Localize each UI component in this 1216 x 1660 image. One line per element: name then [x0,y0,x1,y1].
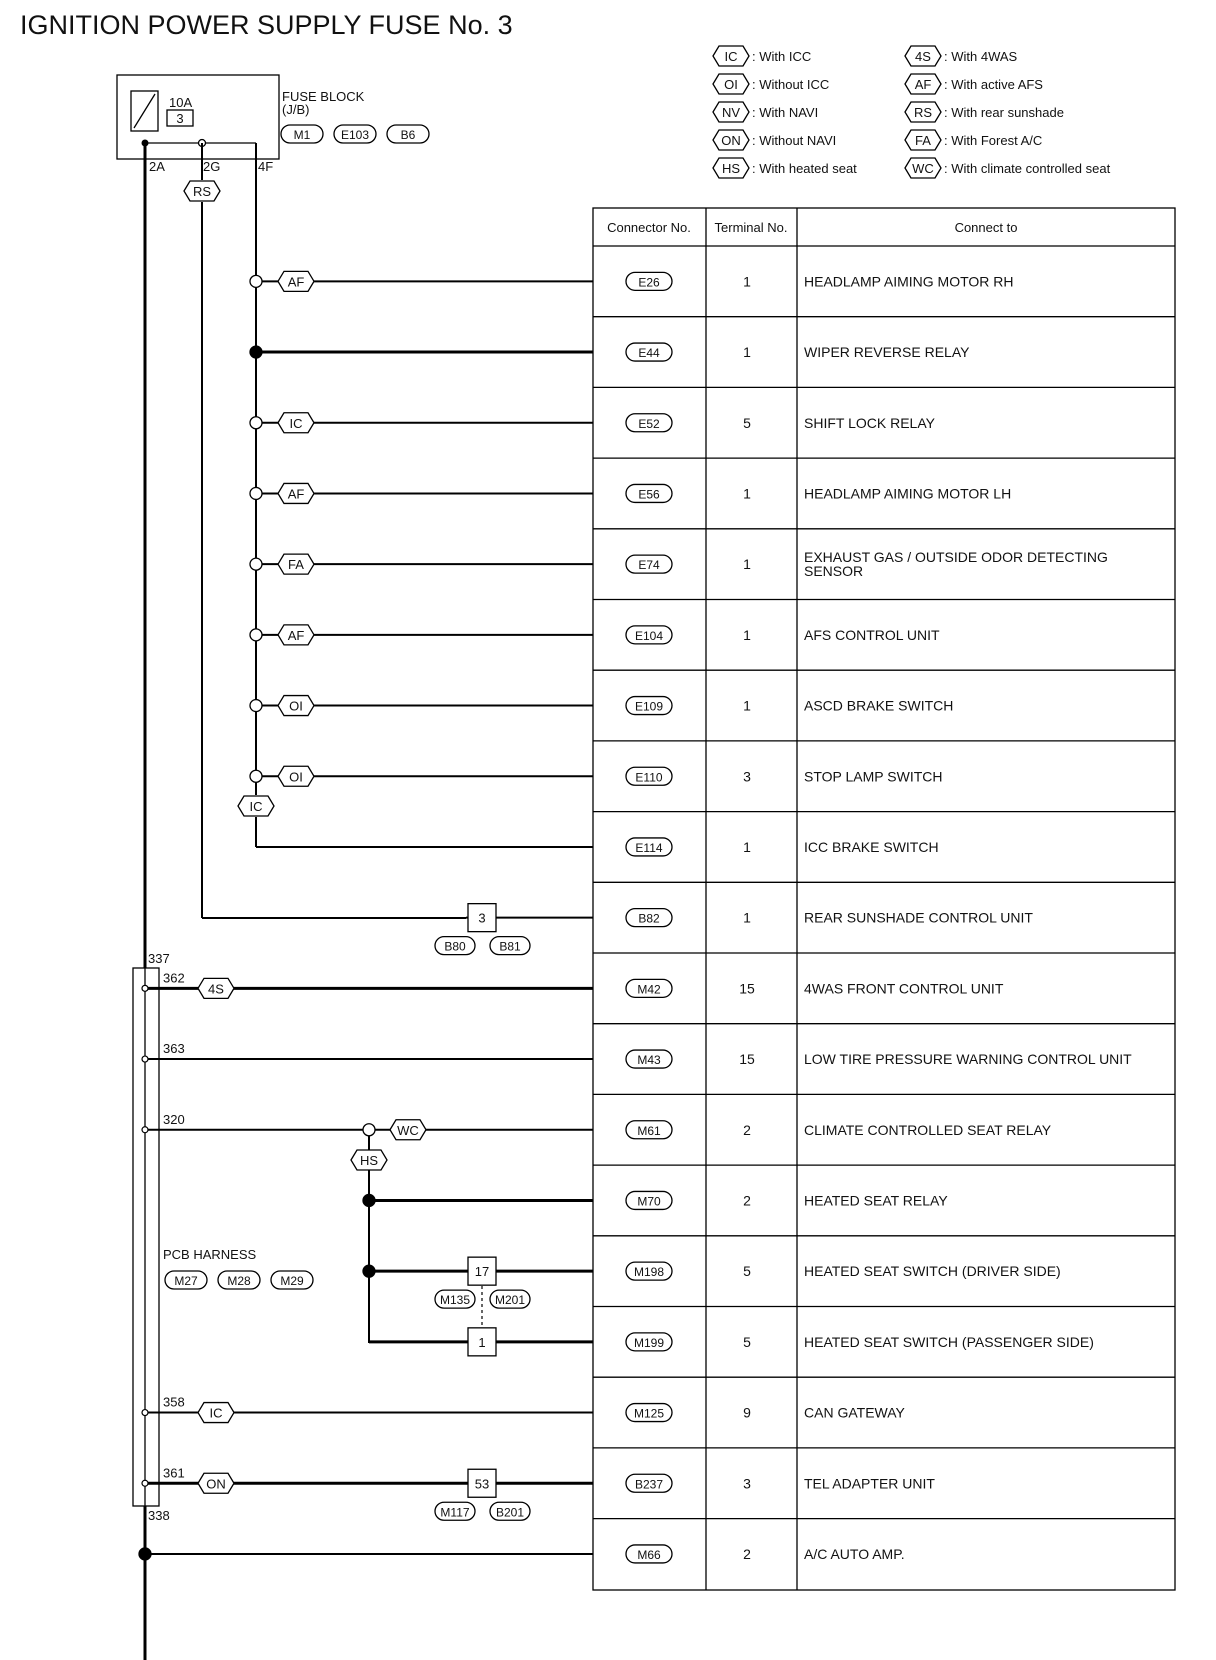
connector-table [593,208,1175,1590]
terminal-e109: 1 [743,697,751,714]
branch-tag-3: AF [287,486,305,502]
fuse-connector-b6: B6 [400,128,416,142]
fuse-block-label: FUSE BLOCK [282,89,365,104]
connect-to-m66: A/C AUTO AMP. [804,1545,905,1562]
joint-connector-m201: M201 [494,1293,526,1308]
ic-bus-tag: IC [249,799,263,814]
connector-m43: M43 [637,1053,661,1068]
branch-tag-12: WC [397,1122,419,1138]
terminal-e26: 1 [743,273,751,290]
pcb-labels [148,951,313,1523]
terminal-m70: 2 [743,1192,751,1209]
terminal-e110: 3 [743,768,751,785]
connect-to-e109: ASCD BRAKE SWITCH [804,697,954,714]
connector-e26: E26 [638,275,660,290]
connector-m66: M66 [637,1547,661,1562]
terminal-e74: 1 [743,556,751,573]
connect-to-e44: WIPER REVERSE RELAY [804,344,970,361]
joint-b237: 53 [474,1476,490,1492]
legend-text-4s: : With 4WAS [944,49,1018,64]
connector-m199: M199 [633,1335,665,1350]
terminal-m198: 5 [743,1263,751,1280]
pcb-connector-m28: M28 [227,1274,251,1288]
connect-to-e26: HEADLAMP AIMING MOTOR RH [804,273,1014,290]
joint-connector-b201: B201 [495,1505,525,1520]
joint-connector-m135: M135 [439,1293,471,1308]
connect-to-m42: 4WAS FRONT CONTROL UNIT [804,980,1004,997]
legend-text-hs: : With heated seat [752,161,857,176]
terminal-2g: 2G [203,159,221,174]
connector-e114: E114 [635,840,663,855]
pcb-pin-361: 361 [163,1465,185,1481]
terminal-m199: 5 [743,1333,751,1350]
legend-text-ic: : With ICC [752,49,812,64]
fuse-number: 3 [176,111,184,126]
connector-e104: E104 [634,628,664,643]
connect-to-m199: HEATED SEAT SWITCH (PASSENGER SIDE) [804,1333,1094,1350]
connect-to-m61: CLIMATE CONTROLLED SEAT RELAY [804,1121,1052,1138]
legend-code-rs: RS [913,105,933,120]
terminal-b82: 1 [743,909,751,926]
connect-to-e56: HEADLAMP AIMING MOTOR LH [804,485,1012,502]
branch-tag-2: IC [289,415,303,431]
fuse-amperage: 10A [169,95,193,110]
connector-m42: M42 [637,982,661,997]
connector-e74: E74 [638,558,660,573]
connect-to-m70: HEATED SEAT RELAY [804,1192,948,1209]
joint-connectors [435,904,530,1521]
connect-to-e110: STOP LAMP SWITCH [804,768,943,785]
pcb-connector-m27: M27 [174,1274,198,1288]
joint-connector-b80: B80 [444,939,466,954]
pcb-pin-363: 363 [163,1041,185,1057]
terminal-m66: 2 [743,1545,751,1562]
connect-to-m198: HEATED SEAT SWITCH (DRIVER SIDE) [804,1263,1061,1280]
branch-tag-5: AF [287,627,305,643]
connector-e44: E44 [638,346,660,361]
pcb-pin-358: 358 [163,1394,185,1410]
legend-text-rs: : With rear sunshade [944,105,1064,120]
connect-to-b82: REAR SUNSHADE CONTROL UNIT [804,909,1033,926]
joint-m199: 1 [478,1334,486,1350]
connector-e110: E110 [635,770,663,785]
diagram-title: IGNITION POWER SUPPLY FUSE No. 3 [20,10,513,40]
connect-to-e74: EXHAUST GAS / OUTSIDE ODOR DETECTING [804,549,1108,566]
header-terminal-no: Terminal No. [714,220,788,235]
connector-e56: E56 [638,487,660,502]
legend-code-af: AF [914,77,932,92]
connect-to-m125: CAN GATEWAY [804,1404,905,1421]
branch-tag-7: OI [289,769,303,785]
terminal-e104: 1 [743,626,751,643]
pcb-harness-bar [133,968,159,1506]
fuse-connector-m1: M1 [293,128,311,142]
terminal-b237: 3 [743,1475,751,1492]
bus-wires [133,140,482,1660]
terminal-e52: 5 [743,414,751,431]
legend-code-4s: 4S [915,49,931,64]
legend-code-nv: NV [721,105,741,120]
legend-code-hs: HS [721,161,741,176]
legend-code-wc: WC [912,161,934,176]
legend-code-on: ON [721,133,741,148]
legend-text-af: : With active AFS [944,77,1043,92]
branch-wires [139,271,593,1560]
connector-e109: E109 [634,699,664,714]
fuse-connector-e103: E103 [340,128,370,142]
connect-to-e104: AFS CONTROL UNIT [804,626,940,643]
pcb-pin-320: 320 [163,1111,185,1127]
top-tags [184,180,387,1170]
joint-b82: 3 [478,910,486,926]
connector-e52: E52 [638,416,660,431]
legend-text-nv: : With NAVI [752,105,819,120]
connect-to-b237: TEL ADAPTER UNIT [804,1475,935,1492]
joint-connector-b81: B81 [499,939,521,954]
legend-text-fa: : With Forest A/C [944,133,1043,148]
branch-tag-10: 4S [208,981,224,997]
connector-b237: B237 [634,1477,664,1492]
terminal-4f: 4F [258,159,274,174]
terminal-2a: 2A [149,159,165,174]
pcb-pin-338: 338 [148,1508,170,1523]
branch-tag-4: FA [288,557,304,573]
legend-code-fa: FA [915,133,931,148]
hs-tag: HS [359,1153,379,1168]
connector-m198: M198 [633,1265,665,1280]
connector-m70: M70 [637,1194,661,1209]
terminal-e114: 1 [743,838,751,855]
connect-to-m43: LOW TIRE PRESSURE WARNING CONTROL UNIT [804,1051,1132,1068]
connect-to-e114: ICC BRAKE SWITCH [804,838,939,855]
legend-code-ic: IC [724,49,738,64]
fuse-block [117,75,429,174]
legend-code-oi: OI [724,77,738,92]
terminal-e56: 1 [743,485,751,502]
joint-connector-m117: M117 [440,1505,470,1520]
connector-m61: M61 [637,1123,661,1138]
header-connect-to: Connect to [954,220,1018,235]
terminal-m125: 9 [743,1404,751,1421]
legend-text-on: : Without NAVI [752,133,837,148]
legend-text-oi: : Without ICC [752,77,830,92]
pcb-pin-337: 337 [148,951,170,966]
legend [713,46,1111,178]
joint-m198: 17 [474,1264,490,1280]
branch-tag-6: OI [289,698,303,714]
branch-tag-16: IC [209,1405,223,1421]
connector-m125: M125 [633,1406,665,1421]
header-connector-no: Connector No. [607,220,691,235]
legend-text-wc: : With climate controlled seat [944,161,1111,176]
connect-to-e74-line2: SENSOR [804,563,864,580]
connect-to-e52: SHIFT LOCK RELAY [804,414,935,431]
terminal-m42: 15 [739,980,755,997]
connector-b82: B82 [638,911,660,926]
branch-tag-0: AF [287,274,305,290]
terminal-m61: 2 [743,1121,751,1138]
rs-tag: RS [192,184,212,199]
terminal-e44: 1 [743,344,751,361]
pcb-connector-m29: M29 [280,1274,304,1288]
fuse-block-sublabel: (J/B) [282,102,310,117]
branch-tag-17: ON [206,1476,226,1492]
pcb-harness-label: PCB HARNESS [163,1247,257,1262]
pcb-pin-362: 362 [163,970,185,986]
terminal-m43: 15 [739,1051,755,1068]
